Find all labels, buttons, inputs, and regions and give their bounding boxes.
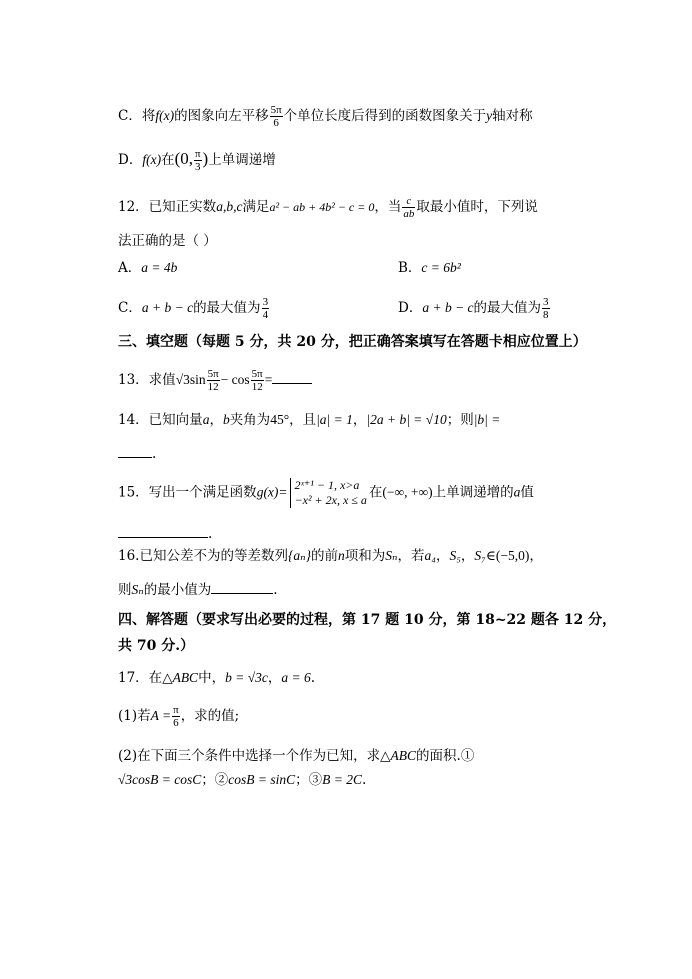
question-17-conditions: √3cosB = cosC；②cosB = sinC；③B = 2C. [118, 772, 367, 788]
question-15-blank-line: . [118, 524, 602, 544]
question-15: 15．写出一个满足函数g(x)= 2ˣ⁺¹ − 1, x>a −x² + 2x, x ≤ a 在(−∞, +∞)上单调递增的a值 [118, 478, 534, 507]
option-a: a = 4b [141, 260, 178, 275]
option-b-label: B． [398, 260, 422, 276]
answer-blank [272, 382, 312, 384]
text: 个单位长度后得到的函数图象关于 [283, 108, 487, 124]
fraction: $\frac{3}{8}$ [543, 296, 549, 321]
answer-blank [118, 536, 208, 538]
text: 轴对称 [492, 108, 533, 124]
answer-blank [118, 456, 152, 458]
math: ) [202, 149, 209, 168]
question-12-line2: 法正确的是（ ） [118, 233, 217, 249]
text: 上单调递增 [208, 152, 276, 168]
circled-one: ① [460, 748, 475, 764]
piecewise-brace: 2ˣ⁺¹ − 1, x>a −x² + 2x, x ≤ a [290, 478, 367, 508]
circled-two: ② [214, 772, 229, 788]
question-12: 12．已知正实数a,b,c满足a² − ab + 4b² − c = 0，当 $\frac{c}{ab}$ 取最小值时，下列说 [118, 195, 538, 220]
option-a-label: A． [118, 260, 142, 276]
math: (0, [174, 149, 193, 168]
fraction: $\frac{5\pi}{6}$ [270, 104, 282, 129]
text: 的图象向左平移 [174, 108, 269, 124]
math: y [486, 108, 493, 123]
option-d-line [118, 148, 602, 173]
question-12-options-ab [118, 258, 602, 278]
circled-three: ③ [308, 772, 323, 788]
section-4-title: 四、解答题（要求写出必要的过程，第 17 题 10 分，第 18~22 题各 12 分， [118, 612, 617, 628]
option-c-line [118, 104, 602, 129]
question-17-part1: (1)若A = $\frac{\pi}{6}$ ，求的值; [118, 704, 240, 729]
answer-blank [211, 592, 273, 594]
math: f(x) [142, 152, 162, 167]
option-b: c = 6b² [421, 260, 461, 275]
question-17-part2: (2)在下面三个条件中选择一个作为已知，求△ABC的面积.① [118, 748, 475, 764]
question-14: 14．已知向量a，b夹角为45°，且|a| = 1，|2a + b| = √10；则|b| = [118, 412, 501, 428]
question-14-blank-line: . [118, 444, 602, 464]
fraction: $\frac{\pi}{3}$ [194, 148, 201, 173]
option-label: D． [118, 152, 143, 168]
question-13: 13．求值√3sin $\frac{5\pi}{12}$ − cos $\frac{5\pi}{12}$ = [118, 368, 602, 393]
text: 在 [161, 152, 175, 168]
section-3-title: 三、填空题（每题 5 分，共 20 分，把正确答案填写在答题卡相应位置上） [118, 334, 587, 350]
section-4-title-line2: 共 70 分.） [118, 638, 195, 654]
option-label: C．将 [118, 108, 156, 124]
math: f(x) [155, 108, 175, 123]
fraction: $\frac{c}{ab}$ [403, 195, 415, 220]
fraction: $\frac{3}{4}$ [262, 296, 269, 321]
question-16-line2: 则Sₙ的最小值为 . [118, 582, 278, 598]
question-12-options-cd: C．a + b − c的最大值为 $\frac{3}{4}$ D．a + b − c的最大值为 $\frac{3}{8}$ [118, 296, 549, 321]
question-16: 16.已知公差不为的等差数列{aₙ}的前n项和为Sₙ，若a₄，S₅，S₇∈(−5,0)， [118, 548, 543, 564]
question-17: 17．在△ABC中，b = √3c，a = 6. [118, 670, 316, 686]
